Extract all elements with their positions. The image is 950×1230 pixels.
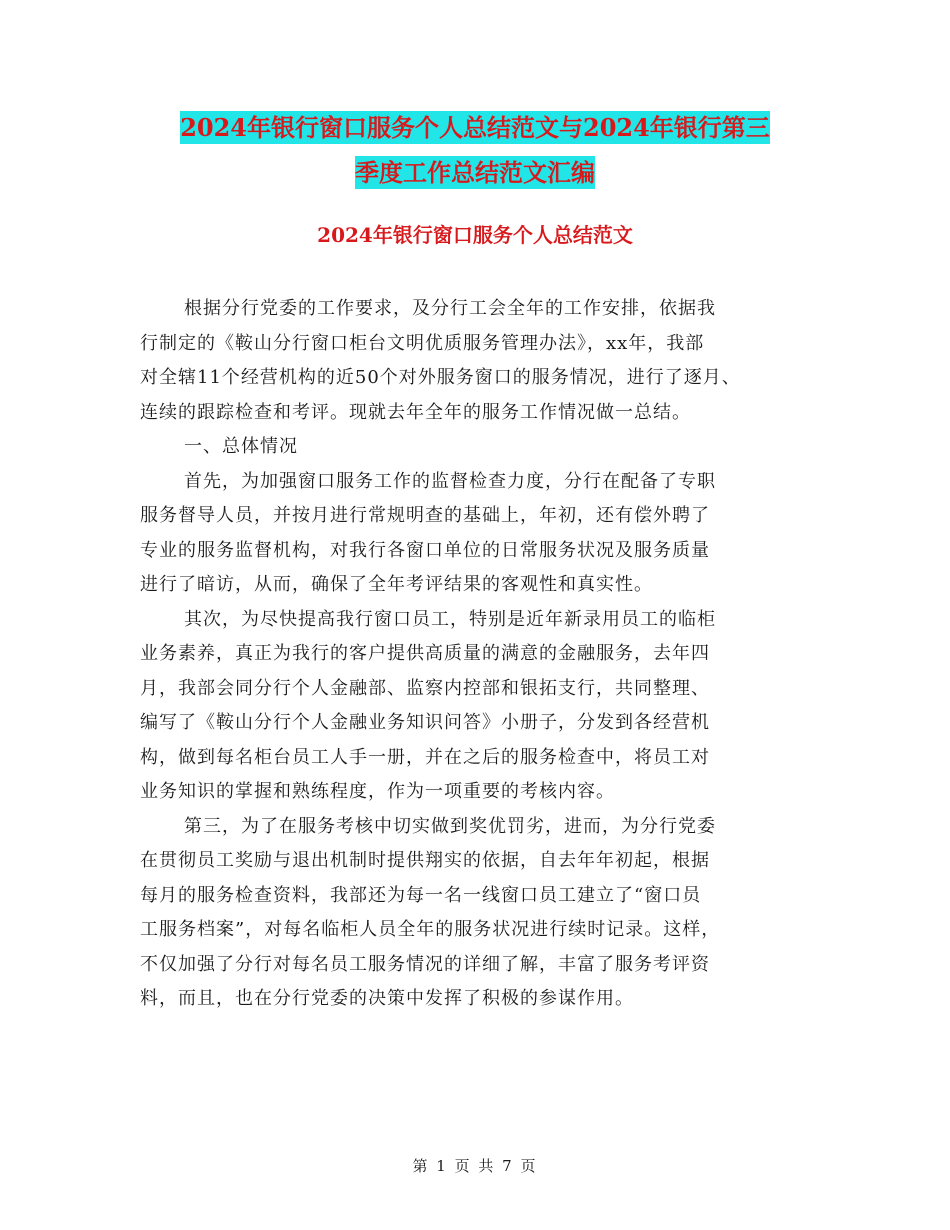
text-line: 服务督导人员，并按月进行常规明查的基础上，年初，还有偿外聘了: [140, 505, 710, 526]
text-line: 月，我部会同分行个人金融部、监察内控部和银拓支行，共同整理、: [140, 677, 710, 699]
text-line: 连续的跟踪检查和考评。现就去年全年的服务工作情况做一总结。: [140, 401, 691, 423]
text-line: 工服务档案”，对每名临柜人员全年的服务状况进行续时记录。这样，: [140, 919, 721, 940]
section-title: 2024年银行窗口服务个人总结范文: [317, 223, 633, 247]
text-line: 第三，为了在服务考核中切实做到奖优罚劣，进而，为分行党委: [184, 815, 716, 837]
text-line: 编写了《鞍山分行个人金融业务知识问答》小册子，分发到各经营机: [140, 712, 710, 733]
text-line: 其次，为尽快提高我行窗口员工，特别是近年新录用员工的临柜: [184, 608, 716, 630]
body-text: [140, 292, 830, 1017]
text-line: 构，做到每名柜台员工人手一册，并在之后的服务检查中，将员工对: [140, 746, 710, 768]
text-line: 每月的服务检查资料，我部还为每一名一线窗口员工建立了“窗口员: [140, 884, 702, 906]
text-line: 在贯彻员工奖励与退出机制时提供翔实的依据，自去年年初起，根据: [140, 850, 710, 871]
text-line: 进行了暗访，从而，确保了全年考评结果的客观性和真实性。: [140, 574, 653, 595]
text-line: 根据分行党委的工作要求，及分行工会全年的工作安排，依据我: [184, 298, 716, 319]
text-line: 专业的服务监督机构，对我行各窗口单位的日常服务状况及服务质量: [140, 539, 710, 561]
text-line: 不仅加强了分行对每名员工服务情况的详细了解，丰富了服务考评资: [140, 953, 710, 975]
document-title-line-2: 季度工作总结范文汇编: [355, 158, 595, 187]
text-line: 首先，为加强窗口服务工作的监督检查力度，分行在配备了专职: [184, 470, 716, 492]
text-line: 行制定的《鞍山分行窗口柜台文明优质服务管理办法》，xx年，我部: [140, 332, 705, 354]
text-line: 对全辖11个经营机构的近50个对外服务窗口的服务情况，进行了逐月、: [140, 367, 741, 388]
text-line: 业务素养，真正为我行的客户提供高质量的满意的金融服务，去年四: [140, 643, 710, 664]
text-line: 业务知识的掌握和熟练程度，作为一项重要的考核内容。: [140, 781, 615, 802]
section-heading: 一、总体情况: [184, 436, 298, 457]
page-footer: 第 1 页 共 7 页: [412, 1157, 538, 1175]
document-title-line-1: 2024年银行窗口服务个人总结范文与2024年银行第三: [180, 113, 770, 142]
text-line: 料，而且，也在分行党委的决策中发挥了积极的参谋作用。: [140, 988, 634, 1009]
